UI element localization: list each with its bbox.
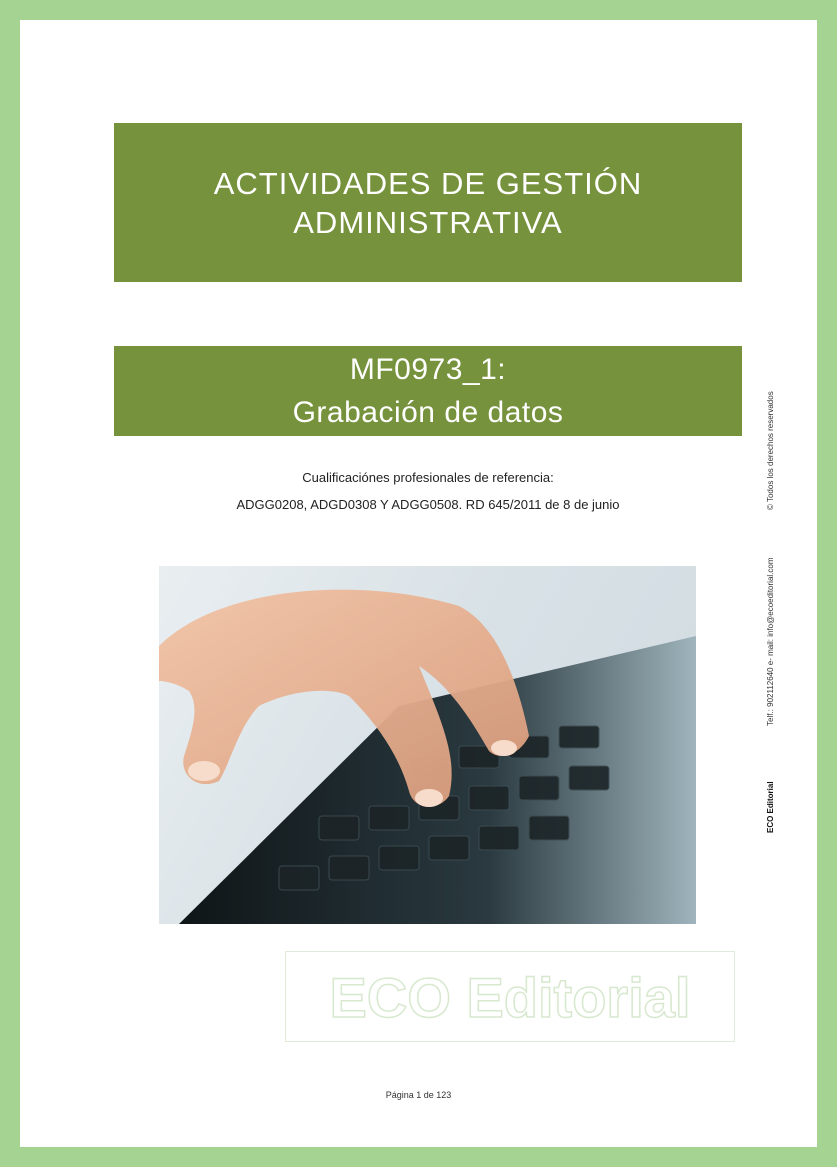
copyright-note: © Todos los derechos reservados xyxy=(766,391,775,510)
watermark-text-icon xyxy=(290,957,730,1037)
title-line-1: ACTIVIDADES DE GESTIÓN xyxy=(213,165,643,201)
title-line-2: ADMINISTRATIVA xyxy=(293,204,563,240)
document-page xyxy=(20,20,817,1147)
title-banner xyxy=(114,123,742,282)
qualifications-block xyxy=(114,464,742,518)
module-code: MF0973_1: xyxy=(349,353,507,386)
svg-text:ECO Editorial: ECO Editorial xyxy=(329,965,691,1029)
qualifications-heading: Cualificaciónes profesionales de referencia: xyxy=(302,470,554,485)
page-number: Página 1 de 123 xyxy=(385,1090,452,1100)
contact-note: Telf.: 902112640 e- mail: info@ecoeditorial.com xyxy=(766,557,775,726)
qualifications-list: ADGG0208, ADGD0308 Y ADGG0508. RD 645/2011 de 8 de junio xyxy=(236,497,620,512)
cover-photo xyxy=(159,566,696,924)
module-name: Grabación de datos xyxy=(292,396,564,429)
watermark-logo xyxy=(285,951,735,1042)
keyboard-photo-icon xyxy=(159,566,696,924)
module-banner xyxy=(114,346,742,436)
publisher-note: ECO Editorial xyxy=(766,781,775,833)
